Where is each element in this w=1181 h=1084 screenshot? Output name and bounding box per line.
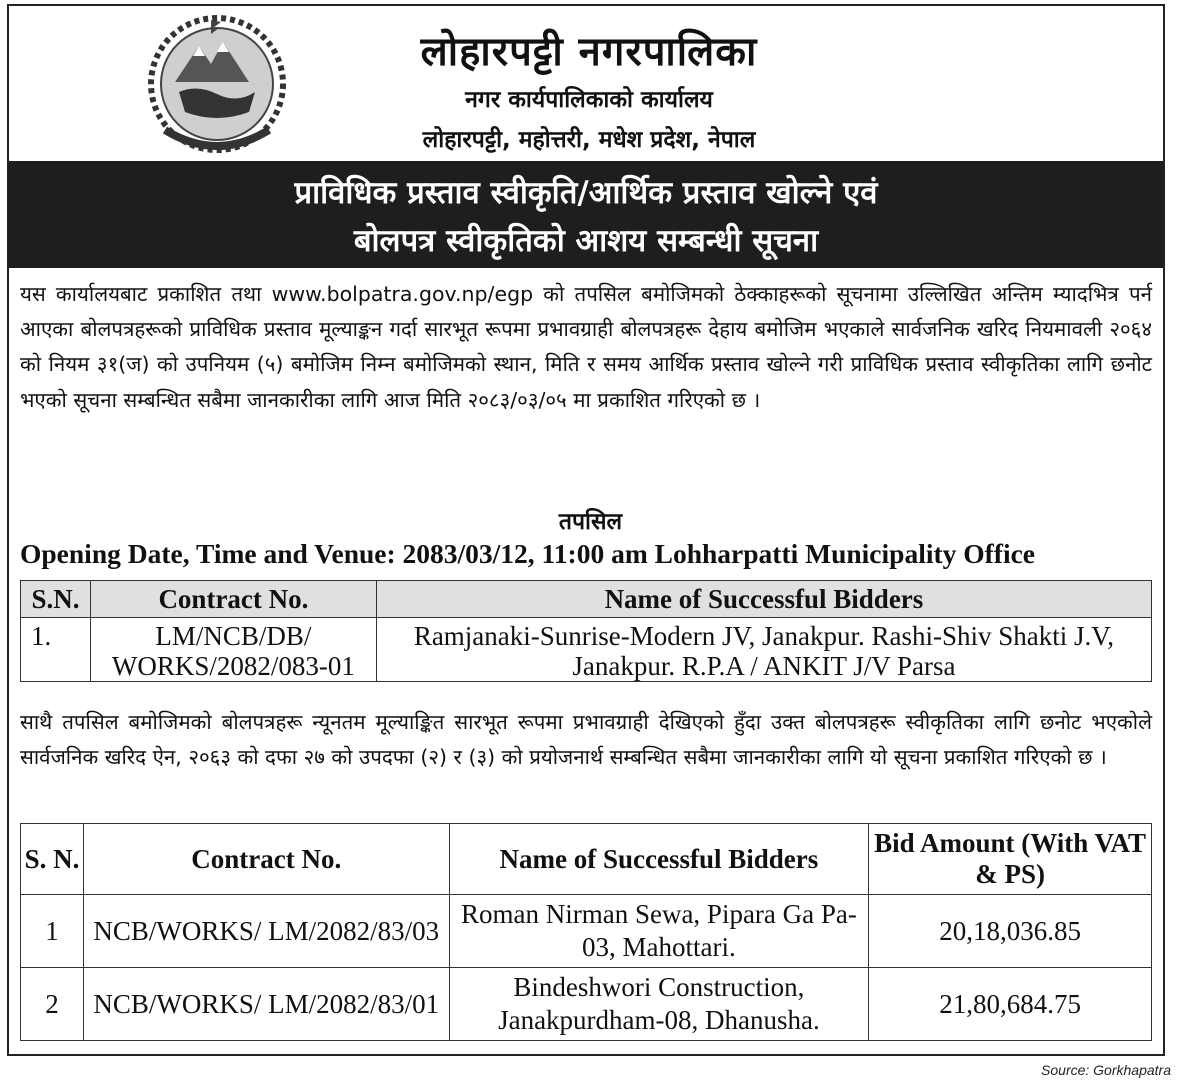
row-bidders: Bindeshwori Construction, Janakpurdham-08, Dhanusha. (449, 968, 869, 1041)
opening-info: Opening Date, Time and Venue: 2083/03/12, 11:00 am Lohharpatti Municipality Office (20, 538, 1036, 569)
col-header-contract: Contract No. (83, 824, 449, 895)
office-name: नगर कार्यपालिकाको कार्यालय (465, 87, 713, 113)
technical-approval-table (20, 580, 1152, 682)
nepal-emblem-icon (137, 12, 297, 162)
col-header-bidders: Name of Successful Bidders (449, 824, 869, 895)
table-row (21, 618, 1152, 682)
office-address: लोहारपट्टी, महोत्तरी, मधेश प्रदेश, नेपाल (422, 127, 756, 153)
notice-header (9, 6, 1163, 161)
col-header-bid-amount: Bid Amount (With VAT & PS) (869, 824, 1152, 895)
notice-title-line1: प्राविधिक प्रस्ताव स्वीकृति/आर्थिक प्रस्ताव खोल्ने एवं (294, 175, 878, 211)
row-contract: NCB/WORKS/ LM/2082/83/01 (83, 968, 449, 1041)
source-credit: Source: Gorkhapatra (1041, 1062, 1171, 1078)
notice-title-line2: बोलपत्र स्वीकृतिको आशय सम्बन्धी सूचना (353, 223, 819, 259)
row-amount: 20,18,036.85 (869, 895, 1152, 968)
bid-award-table (20, 823, 1152, 1041)
notice-title-banner (9, 161, 1163, 268)
schedule-heading: तपसिल (558, 509, 623, 535)
notice-paragraph-2: साथै तपसिल बमोजिमको बोलपत्रहरू न्यूनतम मूल्याङ्कित सारभूत रूपमा प्रभावग्राही देखिएको हुँदा उक्त बोलपत्रहरू स्वीकृतिका लागि छनोट भएकोले सार्वजनिक खरिद ऐन, २०६३ को दफा २७ को उपदफा (२) र (३) को प्रयोजनार्थ सम्बन्धित सबैमा जानकारीका लागि यो सूचना प्रकाशित गरिएको छ । (20, 710, 1152, 770)
row-bidders: Roman Nirman Sewa, Pipara Ga Pa-03, Mahottari. (449, 895, 869, 968)
col-header-sn: S.N. (21, 581, 91, 618)
table-header-row (21, 824, 1152, 895)
row-amount: 21,80,684.75 (869, 968, 1152, 1041)
row-sn: 1. (21, 618, 91, 682)
row-sn: 1 (21, 895, 84, 968)
table-row (21, 968, 1152, 1041)
col-header-contract: Contract No. (90, 581, 376, 618)
row-contract: NCB/WORKS/ LM/2082/83/03 (83, 895, 449, 968)
municipality-name: लोहारपट्टी नगरपालिका (420, 29, 758, 75)
col-header-bidders: Name of Successful Bidders (376, 581, 1151, 618)
row-sn: 2 (21, 968, 84, 1041)
row-bidders: Ramjanaki-Sunrise-Modern JV, Janakpur. Rashi-Shiv Shakti J.V, Janakpur. R.P.A / ANKIT J/V Parsa (376, 618, 1151, 682)
table-row (21, 895, 1152, 968)
row-contract: LM/NCB/DB/ WORKS/2082/083-01 (90, 618, 376, 682)
notice-paragraph-1: यस कार्यालयबाट प्रकाशित तथा www.bolpatra.gov.np/egp को तपसिल बमोजिमको ठेक्काहरूको सूचनामा उल्लिखित अन्तिम म्यादभित्र पर्न आएका बोलपत्रहरूको प्राविधिक प्रस्ताव मूल्याङ्कन गर्दा सारभूत रूपमा प्रभावग्राही बोलपत्रहरू देहाय बमोजिम भएकाले सार्वजनिक खरिद नियमावली २०६४ को नियम ३१(ज) को उपनियम (५) बमोजिम निम्न बमोजिमको स्थान, मिति र समय आर्थिक प्रस्ताव खोल्ने गरी प्राविधिक प्रस्ताव स्वीकृतिका लागि छनोट भएको सूचना सम्बन्धित सबैमा जानकारीका लागि आज मिति २०८३/०३/०५ मा प्रकाशित गरिएको छ । (20, 282, 1152, 412)
col-header-sn: S. N. (21, 824, 84, 895)
table-header-row (21, 581, 1152, 618)
